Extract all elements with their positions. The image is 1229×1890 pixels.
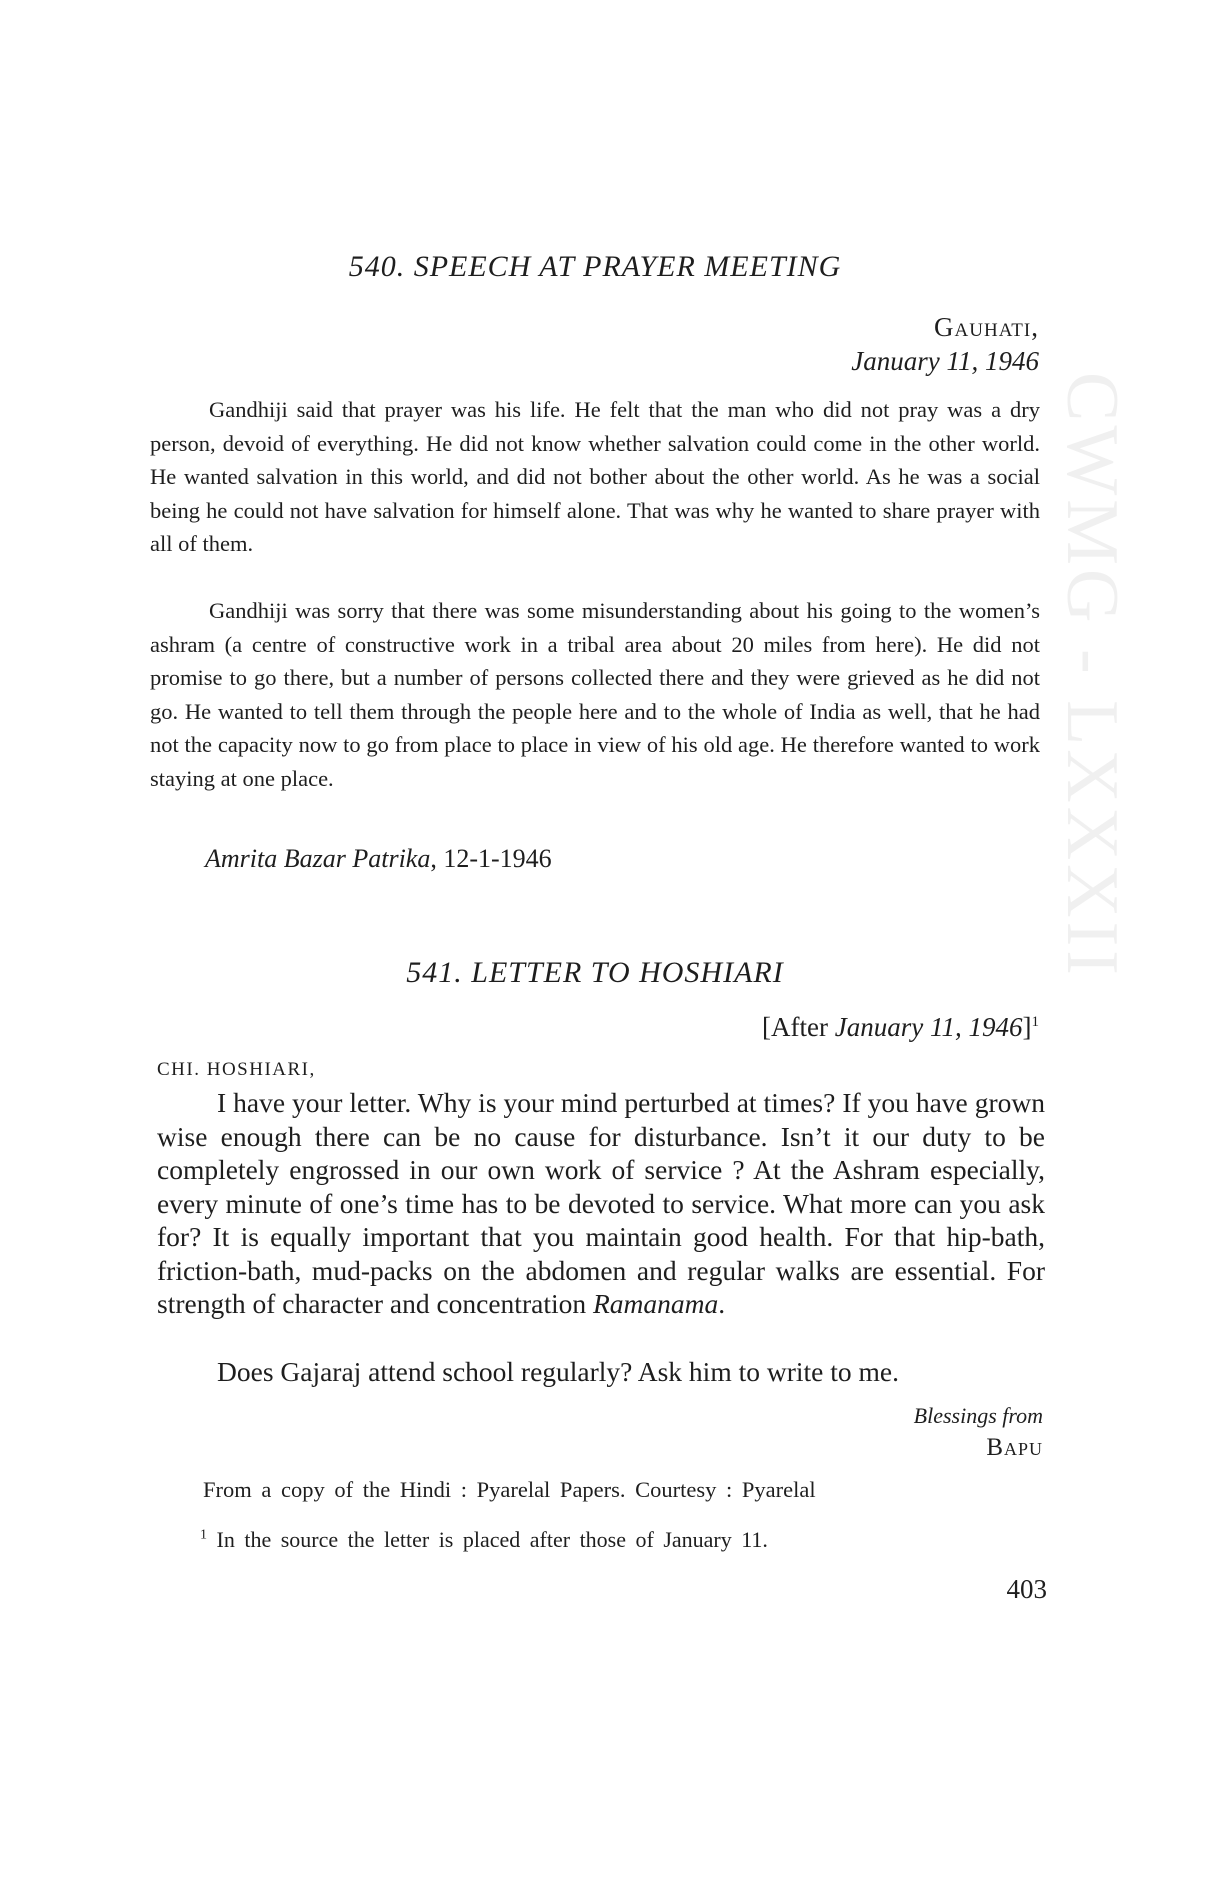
letter-ramanama: Ramanama (592, 1288, 719, 1319)
watermark: CWMG - LXXXII (1051, 372, 1133, 979)
footnote-ref: 1 (1031, 1014, 1039, 1030)
speech-source (205, 844, 552, 874)
letter-salutation: CHI. HOSHIARI, (157, 1059, 316, 1080)
speech-place: Gauhati, (934, 312, 1039, 342)
speech-paragraph-1: Gandhiji said that prayer was his life. He felt that the man who did not pray was a dry person, devoid of everything. He did not know whether salvation could come in the other world. He wanted salvation in this world, and did not bother about the other world. As he was a social being he could not have salvation for himself alone. That was why he wanted to share prayer with all of them. (150, 397, 1040, 557)
footnote-mark: 1 (200, 1527, 207, 1543)
letter-paragraph-2: Does Gajaraj attend school regularly? Ask him to write to me. (217, 1356, 899, 1387)
letter-date-prefix: [After (762, 1012, 835, 1042)
section-541-heading: 541. LETTER TO HOSHIARI (406, 956, 784, 989)
letter-paragraph-1-text: I have your letter. Why is your mind perturbed at times? If you have grown wise enough there can be no cause for disturbance. Isn’t it our duty to be completely engrossed in our own work of service ? At the Ashram especially, every minute of one’s time has to be devoted to service. What more can you ask for? It is equally important that you maintain good health. For that hip-bath, friction-bath, mud-packs on the abdomen and regular walks are essential. For strength of character and concentration (157, 1087, 1045, 1319)
letter-date-suffix: ] (1022, 1012, 1032, 1042)
letter-source: From a copy of the Hindi : Pyarelal Papers. Courtesy : Pyarelal (203, 1477, 816, 1502)
letter-paragraph-1-end: . (718, 1288, 726, 1319)
page-number: 403 (1006, 1574, 1047, 1604)
letter-date-italic: January 11, 1946 (834, 1012, 1023, 1042)
footnote (200, 1527, 768, 1553)
speech-source-title: Amrita Bazar Patrika (205, 844, 431, 873)
footnote-text: In the source the letter is placed after those of January 11. (207, 1527, 768, 1552)
speech-paragraph-2: Gandhiji was sorry that there was some misunderstanding about his going to the women’s ashram (a centre of constructive work in a tribal area about 20 miles from here). He did not promise to go there, but a number of persons collected there and they were grieved as he did not go. He wanted to tell them through the people here and to the whole of India as well, that he had not the capacity now to go from place to place in view of his old age. He therefore wanted to work staying at one place. (150, 598, 1040, 791)
letter-date (762, 1012, 1039, 1043)
letter-paragraph-1 (157, 1086, 1045, 1321)
speech-date: January 11, 1946 (851, 346, 1039, 376)
speech-source-date: , 12-1-1946 (430, 844, 552, 873)
letter-blessings: Blessings from (913, 1403, 1043, 1428)
section-540-heading: 540. SPEECH AT PRAYER MEETING (348, 250, 842, 283)
letter-signer: Bapu (986, 1434, 1043, 1461)
